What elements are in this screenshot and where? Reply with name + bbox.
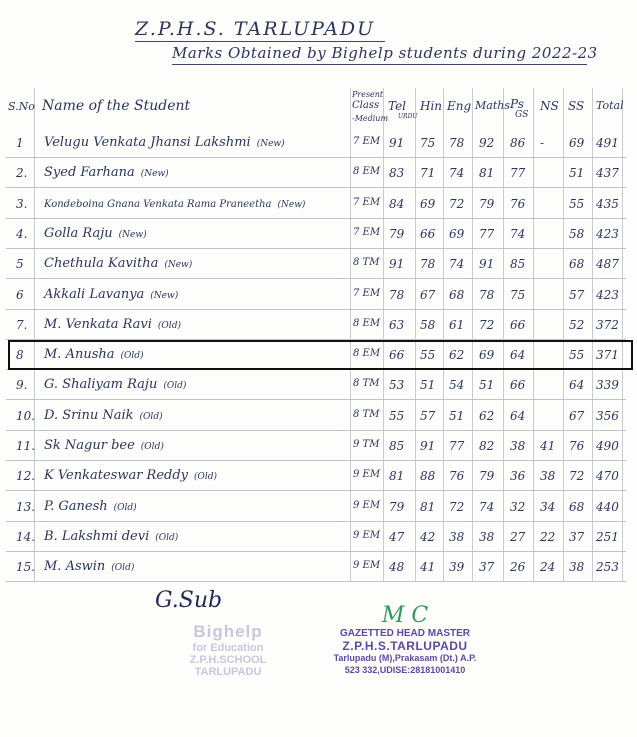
cell-eng: 39 — [449, 560, 465, 575]
cell-hin: 58 — [420, 317, 436, 332]
cell-sno: 4. — [16, 226, 28, 241]
cell-name-wrap — [44, 559, 134, 574]
cell-maths: 79 — [479, 196, 495, 211]
school-title: Z.P.H.S. TARLUPADU — [135, 18, 376, 40]
cell-ss: 52 — [569, 317, 585, 332]
cell-maths: 69 — [479, 348, 495, 363]
header-eng: Eng — [447, 99, 472, 113]
cell-ns: 22 — [540, 529, 556, 544]
cell-hin: 91 — [420, 439, 436, 453]
cell-hin: 75 — [420, 136, 436, 150]
header-ps: Ps — [510, 97, 524, 111]
row-divider — [6, 187, 626, 188]
grid-line — [622, 88, 623, 582]
cell-name-wrap — [44, 529, 178, 544]
student-name: Golla Raju — [44, 225, 113, 241]
cell-maths: 38 — [479, 529, 495, 544]
cell-name-wrap — [44, 408, 163, 423]
head-signature: G.Sub — [155, 588, 223, 613]
stamp-line: Tarlupadu (M),Prakasam (Dt.) A.P. — [333, 653, 477, 663]
grid-line — [415, 88, 416, 582]
cell-tel: 55 — [389, 408, 405, 423]
student-status-tag: (New) — [118, 229, 147, 240]
student-name: G. Shaliyam Raju — [44, 377, 158, 393]
cell-hin: 51 — [420, 378, 436, 393]
cell-total: 339 — [596, 378, 619, 393]
cell-ps: 64 — [510, 408, 526, 423]
cell-tel: 91 — [389, 136, 405, 150]
student-status-tag: (New) — [150, 290, 179, 301]
cell-name-wrap — [44, 377, 186, 392]
stamp-line: Z.P.H.SCHOOL — [189, 654, 267, 666]
header-urdu: URDU — [398, 113, 418, 120]
cell-maths: 37 — [479, 560, 495, 575]
cell-maths: 78 — [479, 287, 495, 302]
cell-total: 372 — [596, 317, 619, 332]
cell-sno: 12. — [16, 469, 36, 484]
cell-total: 371 — [596, 348, 619, 363]
row-divider — [6, 218, 626, 219]
student-status-tag: (New) — [164, 260, 193, 271]
cell-ns: 38 — [540, 469, 556, 484]
cell-maths: 79 — [479, 469, 495, 484]
student-name: K Venkateswar Reddy — [44, 468, 189, 484]
cell-ps: 66 — [510, 317, 526, 332]
student-name: Chethula Kavitha — [44, 256, 159, 272]
cell-ss: 55 — [569, 348, 585, 363]
header-name: Name of the Student — [42, 98, 191, 114]
cell-hin: 81 — [420, 499, 436, 514]
cell-ss: 72 — [569, 469, 585, 484]
cell-name-wrap — [44, 196, 305, 210]
cell-tel: 79 — [389, 499, 405, 514]
header-ss: SS — [568, 99, 585, 113]
cell-ps: 75 — [510, 287, 526, 302]
cell-total: 356 — [596, 408, 619, 423]
row-divider — [6, 521, 626, 522]
cell-hin: 88 — [420, 469, 436, 484]
cell-ps: 27 — [510, 529, 526, 544]
subtitle-underline — [172, 64, 587, 65]
header-sno: S.No — [8, 100, 35, 113]
cell-ps: 86 — [510, 136, 526, 150]
cell-tel: 85 — [389, 439, 405, 453]
cell-ps: 64 — [510, 348, 526, 363]
student-name: Syed Farhana — [44, 165, 135, 181]
cell-tel: 79 — [389, 226, 405, 241]
cell-eng: 54 — [449, 378, 465, 393]
cell-ps: 76 — [510, 196, 526, 211]
row-divider — [6, 309, 626, 310]
headmaster-stamp — [320, 604, 490, 676]
cell-ss: 68 — [569, 257, 585, 272]
row-divider — [6, 490, 626, 491]
student-status-tag: (New) — [256, 139, 285, 149]
stamp-line: Z.P.H.S.TARLUPADU — [342, 639, 468, 653]
cell-maths: 91 — [479, 257, 495, 272]
stamp-line: 523 332,UDISE:28181001410 — [344, 665, 466, 675]
cell-maths: 77 — [479, 226, 495, 241]
row-divider — [6, 551, 626, 552]
cell-total: 470 — [596, 469, 619, 484]
cell-name-wrap — [44, 468, 217, 483]
cell-eng: 62 — [449, 348, 465, 363]
cell-sno: 3. — [16, 196, 28, 211]
cell-total: 440 — [596, 499, 619, 514]
student-name: D. Srinu Naik — [44, 407, 134, 423]
student-name: Akkali Lavanya — [44, 286, 145, 302]
row-divider — [6, 248, 626, 249]
cell-ss: 68 — [569, 499, 585, 514]
row-divider — [6, 278, 626, 279]
cell-ss: 51 — [569, 166, 585, 181]
cell-maths: 74 — [479, 499, 495, 514]
cell-eng: 77 — [449, 439, 465, 453]
cell-ss: 38 — [569, 560, 585, 575]
cell-ss: 67 — [569, 408, 585, 423]
cell-total: 490 — [596, 439, 619, 453]
cell-total: 435 — [596, 196, 619, 211]
cell-sno: 9. — [16, 378, 28, 393]
row-divider — [6, 399, 626, 400]
cell-name-wrap — [44, 226, 147, 241]
student-status-tag: (Old) — [157, 320, 181, 331]
cell-cls: 8 TM — [353, 257, 380, 269]
cell-hin: 55 — [420, 348, 436, 363]
cell-total: 423 — [596, 287, 619, 302]
cell-sno: 14. — [16, 529, 36, 544]
header-tel: Tel — [388, 99, 407, 113]
cell-cls: 9 EM — [353, 529, 381, 541]
cell-name-wrap — [44, 135, 285, 150]
cell-maths: 51 — [479, 378, 495, 393]
cell-maths: 72 — [479, 317, 495, 332]
cell-tel: 48 — [389, 560, 405, 575]
student-status-tag: (Old) — [155, 532, 179, 543]
cell-name-wrap — [44, 256, 192, 271]
cell-name-wrap — [44, 499, 137, 514]
student-name: P. Ganesh — [44, 498, 108, 514]
cell-cls: 7 EM — [353, 136, 381, 147]
cell-cls: 7 EM — [353, 196, 381, 208]
cell-cls: 9 EM — [353, 560, 381, 572]
cell-eng: 68 — [449, 287, 465, 302]
sheet-subtitle: Marks Obtained by Bighelp students during 2022-23 — [172, 44, 598, 62]
cell-ss: 37 — [569, 529, 585, 544]
cell-cls: 8 TM — [353, 408, 380, 420]
student-status-tag: (Old) — [139, 411, 163, 422]
grid-line — [383, 88, 384, 582]
student-name: Kondeboina Gnana Venkata Rama Praneetha — [44, 198, 272, 210]
cell-sno: 8 — [16, 348, 24, 363]
cell-eng: 78 — [449, 136, 465, 150]
student-name: Velugu Venkata Jhansi Lakshmi — [44, 135, 251, 150]
cell-ns: 24 — [540, 560, 556, 575]
cell-ss: 58 — [569, 226, 585, 241]
cell-tel: 47 — [389, 529, 405, 544]
cell-hin: 57 — [420, 408, 436, 423]
cell-cls: 9 TM — [353, 439, 380, 450]
cell-ps: 74 — [510, 226, 526, 241]
cell-eng: 61 — [449, 317, 465, 332]
bighelp-stamp — [168, 622, 288, 678]
cell-ps: 26 — [510, 560, 526, 575]
student-status-tag: (New) — [277, 199, 306, 210]
cell-eng: 51 — [449, 408, 465, 423]
student-name: B. Lakshmi devi — [44, 528, 150, 544]
header-hin: Hin — [420, 99, 443, 113]
cell-maths: 82 — [479, 439, 495, 453]
cell-ps: 36 — [510, 469, 526, 484]
grid-line — [350, 88, 351, 582]
cell-hin: 78 — [420, 257, 436, 272]
cell-sno: 15. — [16, 560, 36, 575]
grid-line — [533, 88, 534, 582]
headmaster-signature: M C — [381, 603, 429, 628]
cell-tel: 66 — [389, 348, 405, 363]
cell-total: 491 — [596, 136, 619, 150]
cell-ss: 76 — [569, 439, 585, 453]
student-status-tag: (Old) — [120, 351, 144, 362]
cell-total: 253 — [596, 560, 619, 575]
grid-line — [592, 88, 593, 582]
cell-tel: 91 — [389, 257, 405, 272]
cell-sno: 1 — [16, 136, 24, 150]
cell-tel: 53 — [389, 378, 405, 393]
cell-sno: 13. — [16, 499, 36, 514]
grid-line — [472, 88, 473, 582]
cell-hin: 67 — [420, 287, 436, 302]
cell-cls: 9 EM — [353, 469, 381, 481]
stamp-line: TARLUPADU — [194, 666, 262, 678]
header-gs: GS — [515, 110, 529, 120]
cell-eng: 72 — [449, 196, 465, 211]
cell-eng: 74 — [449, 166, 465, 181]
cell-ps: 38 — [510, 439, 526, 453]
cell-hin: 69 — [420, 196, 436, 211]
row-divider — [6, 460, 626, 461]
cell-ss: 69 — [569, 136, 585, 150]
cell-ns: 41 — [540, 439, 556, 453]
cell-tel: 63 — [389, 317, 405, 332]
cell-cls: 8 TM — [353, 378, 380, 390]
cell-hin: 66 — [420, 226, 436, 241]
cell-total: 251 — [596, 529, 619, 544]
cell-ns: 34 — [540, 499, 556, 514]
cell-sno: 10. — [16, 408, 36, 423]
cell-eng: 72 — [449, 499, 465, 514]
student-name: M. Anusha — [44, 347, 115, 363]
cell-tel: 78 — [389, 287, 405, 302]
student-status-tag: (Old) — [111, 563, 135, 574]
cell-hin: 41 — [420, 560, 436, 575]
cell-ss: 55 — [569, 196, 585, 211]
cell-name-wrap — [44, 287, 178, 302]
cell-ps: 32 — [510, 499, 526, 514]
header-total: Total — [596, 99, 624, 112]
student-name: M. Venkata Ravi — [44, 316, 152, 332]
cell-eng: 38 — [449, 529, 465, 544]
cell-eng: 69 — [449, 226, 465, 241]
header-class-top: Present — [352, 90, 384, 99]
cell-total: 487 — [596, 257, 619, 272]
cell-ns: - — [540, 136, 545, 150]
cell-eng: 76 — [449, 469, 465, 484]
cell-name-wrap — [44, 438, 164, 453]
header-class: Class — [352, 100, 380, 111]
cell-total: 437 — [596, 166, 619, 181]
cell-maths: 62 — [479, 408, 495, 423]
cell-sno: 7. — [16, 317, 28, 332]
cell-tel: 83 — [389, 166, 405, 181]
cell-ps: 66 — [510, 378, 526, 393]
cell-sno: 6 — [16, 287, 24, 302]
cell-cls: 8 EM — [353, 166, 381, 178]
cell-total: 423 — [596, 226, 619, 241]
cell-ss: 57 — [569, 287, 585, 302]
stamp-line: GAZETTED HEAD MASTER — [340, 628, 470, 639]
row-divider — [6, 430, 626, 431]
student-name: M. Aswin — [44, 559, 106, 575]
cell-hin: 71 — [420, 166, 436, 181]
student-name: Sk Nagur bee — [44, 438, 135, 453]
title-underline — [135, 41, 385, 42]
row-divider — [6, 157, 626, 158]
cell-tel: 81 — [389, 469, 405, 484]
grid-line — [443, 88, 444, 582]
cell-cls: 7 EM — [353, 287, 381, 299]
cell-eng: 74 — [449, 257, 465, 272]
cell-maths: 81 — [479, 166, 495, 181]
cell-sno: 5 — [16, 257, 24, 272]
highlighted-row-box — [8, 340, 633, 370]
header-maths: Maths — [475, 99, 510, 112]
cell-maths: 92 — [479, 136, 495, 150]
student-status-tag: (New) — [140, 169, 169, 180]
cell-cls: 9 EM — [353, 499, 381, 511]
cell-ps: 77 — [510, 166, 526, 181]
cell-name-wrap — [44, 317, 181, 332]
grid-line — [503, 88, 504, 582]
cell-hin: 42 — [420, 529, 436, 544]
student-status-tag: (Old) — [163, 381, 187, 392]
cell-cls: 8 EM — [353, 317, 381, 329]
student-status-tag: (Old) — [140, 442, 164, 452]
student-status-tag: (Old) — [113, 502, 137, 513]
grid-line — [563, 88, 564, 582]
cell-ss: 64 — [569, 378, 585, 393]
row-divider — [6, 581, 626, 582]
header-ns: NS — [540, 99, 559, 113]
cell-name-wrap — [44, 165, 169, 180]
header-medium: -Medium — [352, 114, 389, 123]
cell-cls: 8 EM — [353, 348, 381, 360]
cell-tel: 84 — [389, 196, 405, 211]
stamp-line: for Education — [192, 642, 264, 654]
stamp-line: Bighelp — [193, 622, 263, 641]
cell-cls: 7 EM — [353, 226, 381, 238]
cell-sno: 2. — [16, 166, 28, 181]
cell-ps: 85 — [510, 257, 526, 272]
student-status-tag: (Old) — [194, 472, 218, 483]
cell-sno: 11. — [16, 439, 36, 453]
